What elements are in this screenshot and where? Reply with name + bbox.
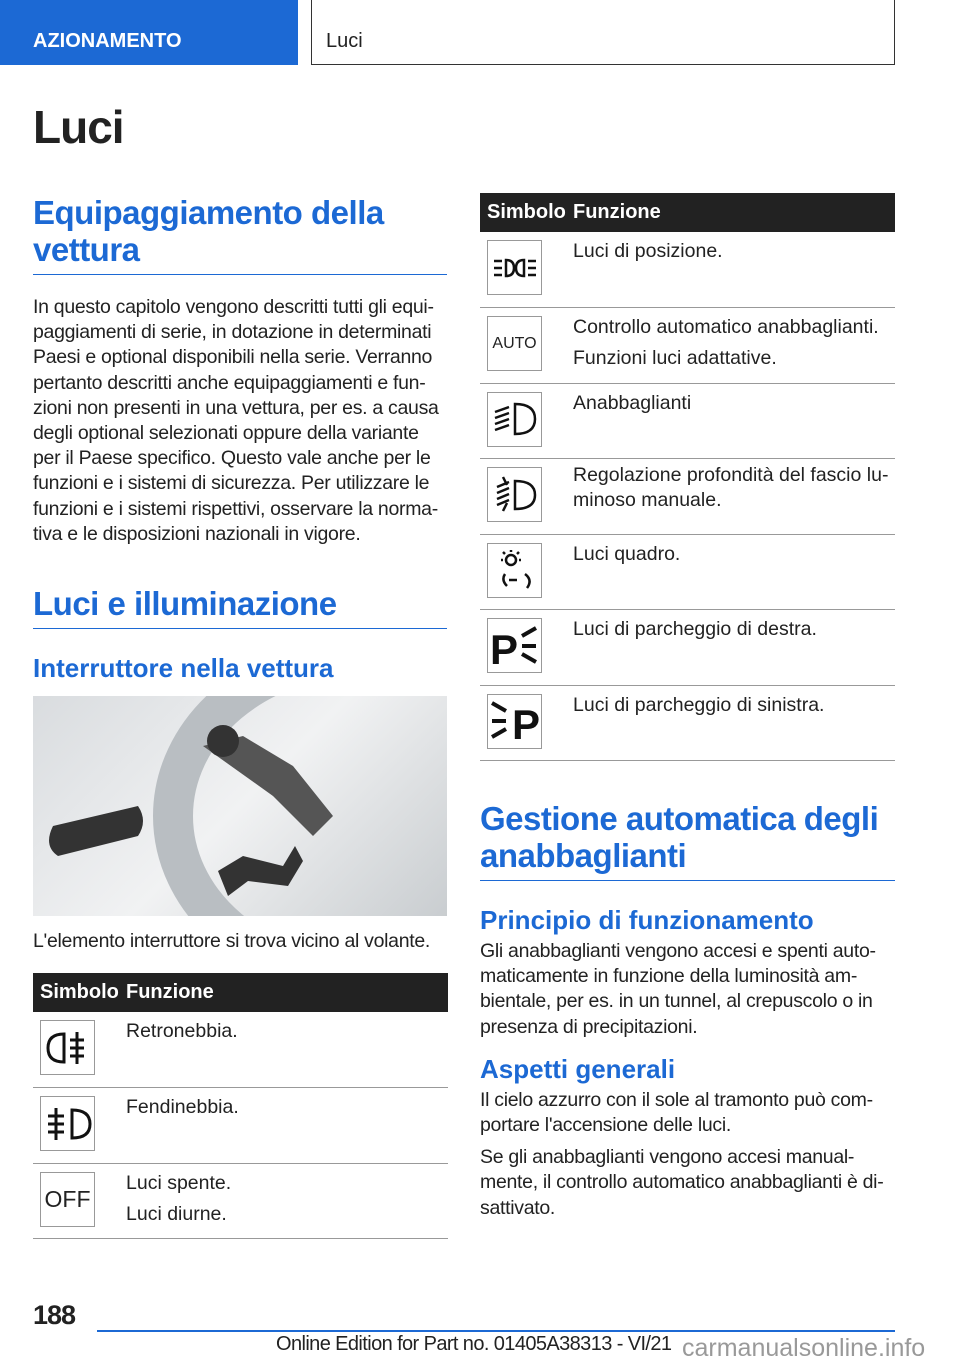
headlight-range-icon [487,467,542,522]
svg-text:P: P [489,625,518,670]
table-row [480,534,895,610]
table-row [33,1012,448,1088]
table-row [480,308,895,384]
front-fog-light-icon [40,1096,95,1151]
function-text: Controllo automatico anabbaglianti. [573,316,879,338]
table-row [480,383,895,459]
section-tab: AZIONAMENTO [0,0,298,65]
watermark: carmanualsonline.info [682,1334,926,1362]
col-function: Funzione [126,973,448,1012]
table-row [33,1088,448,1164]
page-title: Luci [33,101,124,153]
heading-switch: Interruttore nella vettura [33,653,334,684]
table-row [480,232,895,308]
heading-general: Aspetti generali [480,1053,676,1084]
heading-lights: Luci e illuminazione [33,585,447,629]
intro-text: In questo capitolo vengono descritti tutti gli equipaggiamenti di serie, in dotazione in determinati Paesi e optional disponibili nella serie. Verranno pertanto descritti anche equipaggiamenti e funzioni non presenti in una vettura, per es. a causa degli optional selezionati oppure della variante per il Paese specifico. Questo vale anche per le funzioni e i sistemi di sicurezza. Per utilizzare le funzioni e i sistemi rispettivi, osservare la normativa e le disposizioni nazionali in vigore. [33,296,439,545]
table-row [33,1163,448,1239]
function-text: Retronebbia. [126,1012,448,1088]
function-text: Luci quadro. [573,534,895,610]
heading-principle: Principio di funzionamento [480,905,814,935]
footer-divider [97,1330,895,1332]
principle-text: Gli anabbaglianti vengono accesi e spenti automaticamente in funzione della luminosità ambientale, per es. in un tunnel, al crepuscolo o in presenza di precipitazioni. [480,940,876,1038]
right-parking-light-icon [487,618,542,673]
function-text: Anabbaglianti [573,383,895,459]
svg-text:P: P [511,701,540,745]
col-function: Funzione [573,193,895,232]
left-symbol-table [33,973,448,1239]
low-beam-icon [487,392,542,447]
table-row [480,685,895,761]
general-text-2: Se gli anabbaglianti vengono accesi manualmente, il controllo automatico anabbaglianti è disattivato. [480,1146,884,1219]
col-symbol: Simbolo [33,973,126,1012]
right-symbol-table [480,193,895,761]
function-text: Funzioni luci adattative. [573,347,777,369]
edition-text: Online Edition for Part no. 01405A38313 - VI/21 [276,1333,672,1355]
col-symbol: Simbolo [480,193,573,232]
switch-photo [33,696,447,916]
heading-equipment: Equipaggiamento della vettura [33,194,447,275]
heading-auto-headlights: Gestione automatica degli anabbaglianti [480,800,895,881]
rear-fog-light-icon [40,1020,95,1075]
photo-caption: L'elemento interruttore si trova vicino al volante. [33,930,431,952]
table-row [480,610,895,686]
auto-icon: AUTO [487,316,542,371]
function-text: Luci di parcheggio di destra. [573,610,895,686]
chapter-header: Luci [311,0,895,65]
instrument-lighting-icon [487,543,542,598]
function-text: Fendinebbia. [126,1088,448,1164]
function-text: Regolazione profondità del fascio luminoso manuale. [573,459,895,535]
off-icon: OFF [40,1172,95,1227]
function-text: Luci di parcheggio di sinistra. [573,685,895,761]
left-parking-light-icon [487,694,542,749]
function-text: Luci di posizione. [573,232,895,308]
table-row [480,459,895,535]
general-text: Il cielo azzurro con il sole al tramonto può comportare l'accensione delle luci. [480,1088,874,1137]
function-text: Luci diurne. [126,1202,227,1225]
parking-lights-icon [487,240,542,295]
page-number: 188 [33,1300,76,1330]
function-text: Luci spente. [126,1171,232,1194]
